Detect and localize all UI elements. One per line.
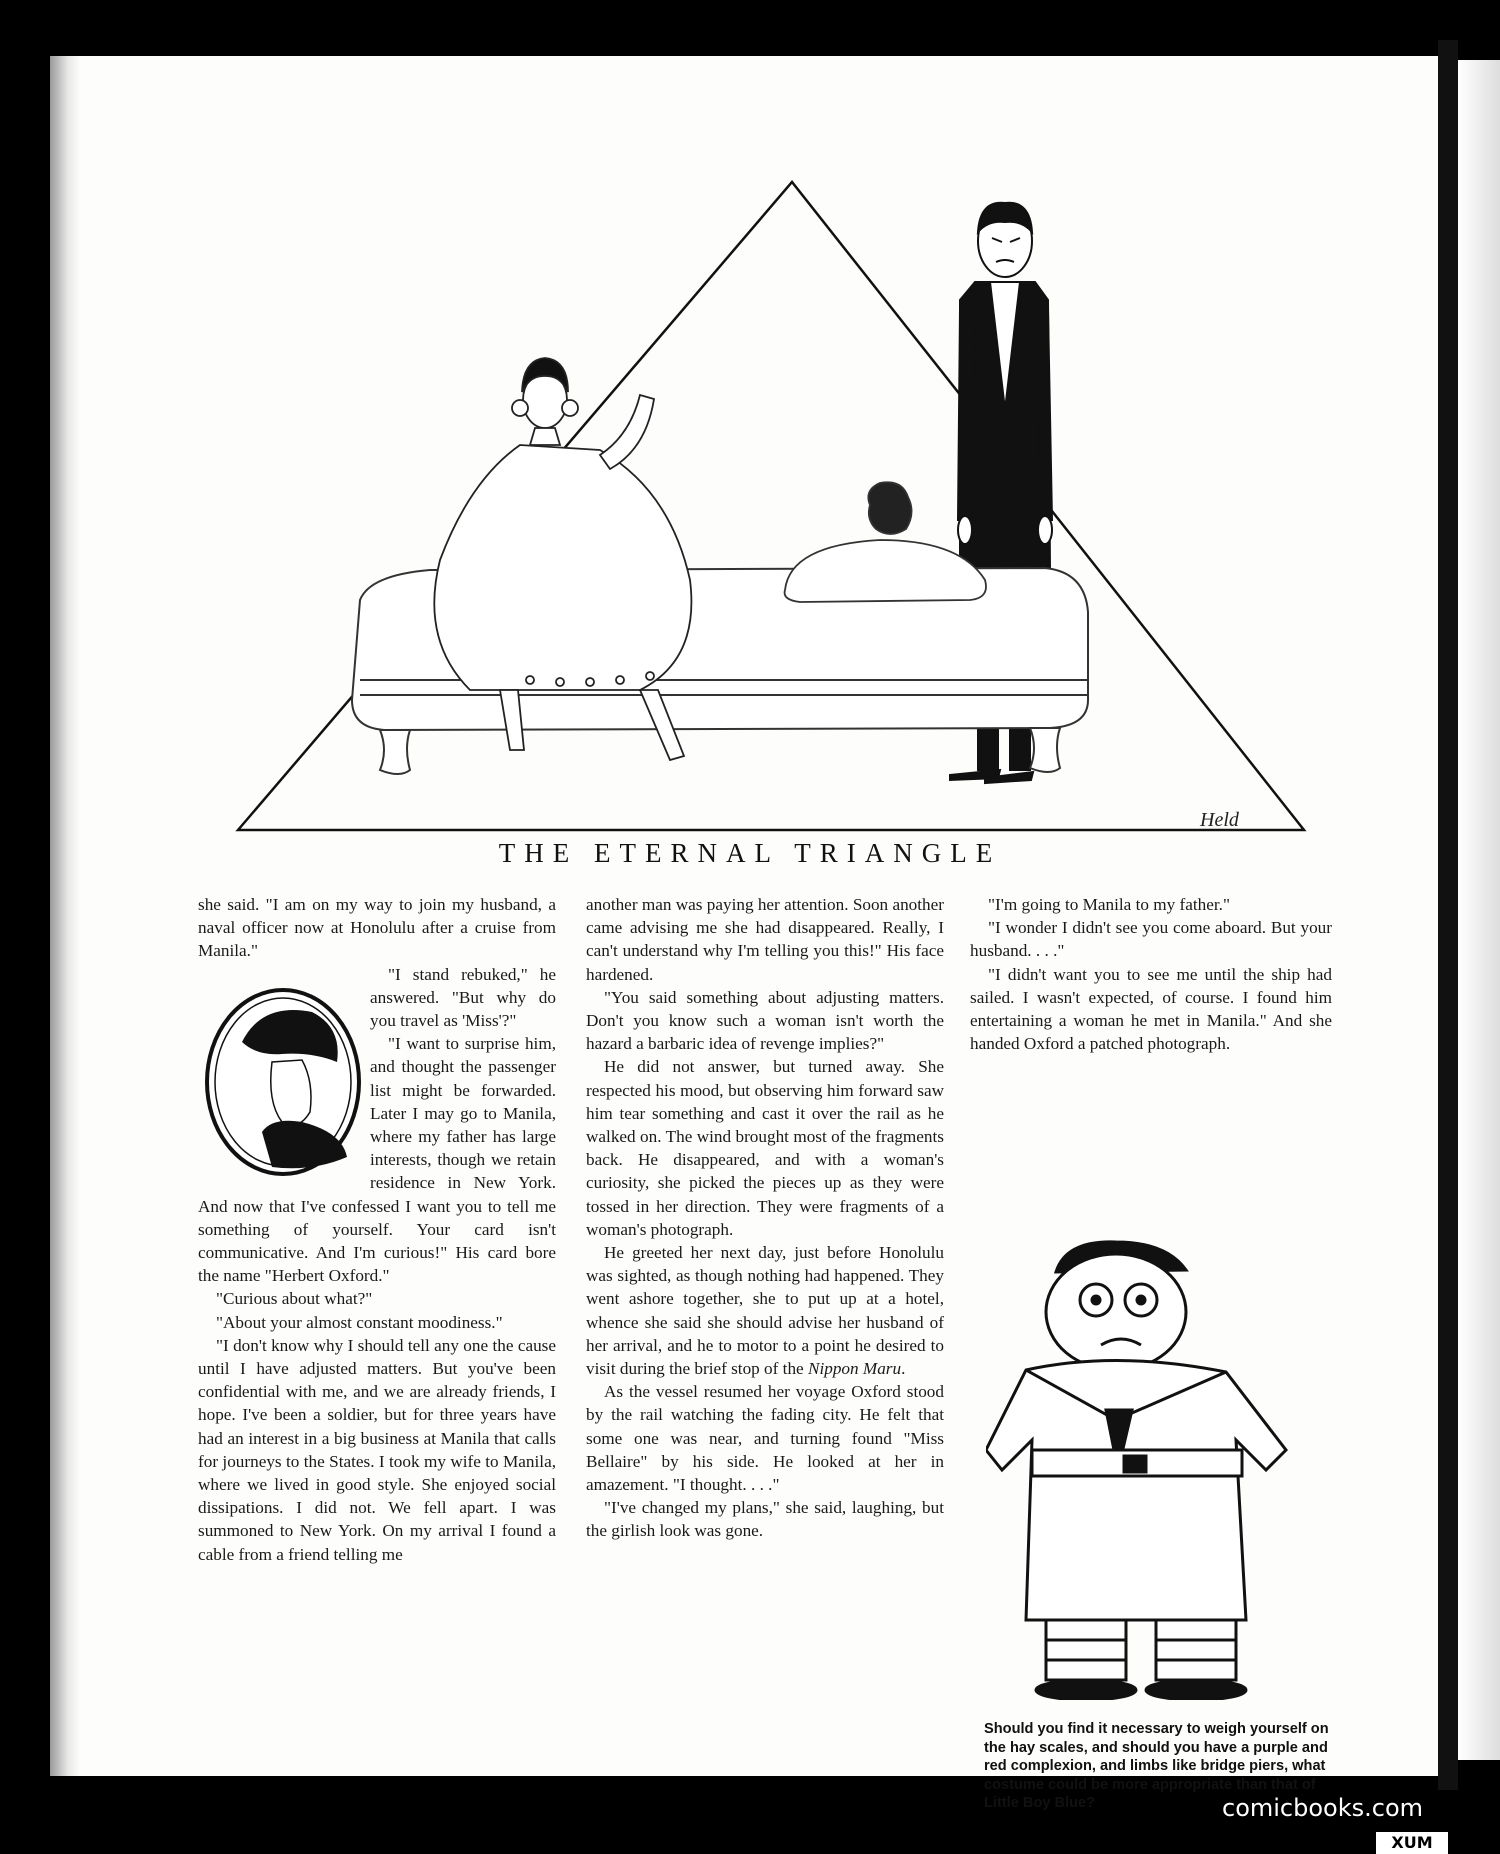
paragraph: she said. "I am on my way to join my husband, a naval officer now at Honolulu after a cruise from Manila." (198, 895, 556, 961)
paragraph (586, 1241, 944, 1380)
illustration-caption: THE ETERNAL TRIANGLE (498, 838, 1002, 868)
text-column-right (970, 893, 1332, 1055)
woman-cameo-portrait (202, 982, 364, 1182)
paragraph: another man was paying her attention. Soon another came advising me she had disappeared. Really, I can't understand why I'm telling you this!" His face hardened. (586, 895, 944, 984)
paragraph: "I stand rebuked," he answered. "But why do you travel as 'Miss'?" (370, 964, 556, 1031)
page-edge (1438, 40, 1458, 1790)
paragraph: "I didn't want you to see me until the ship had sailed. I wasn't expected, of course. I found him entertaining a woman he met in Manila." And she handed Oxford a patched photograph. (970, 964, 1332, 1054)
text-run: He greeted her next day, just before Honolulu was sighted, as though nothing had happened. They went ashore together, she to put up at a hotel, whence she said she should advise her husband of her arrival, and he to motor to a point he desired to visit during the brief stop of the (586, 1243, 944, 1379)
paragraph: "About your almost constant moodiness." (216, 1312, 503, 1332)
paragraph: "I don't know why I should tell any one the cause until I have adjusted matters. But you've been confidential with me, and we are already friends, I hope. I've been a soldier, but for three years have had an interest in a big business at Manila that calls for journeys to the States. I took my wife to Manila, where we lived in good style. She enjoyed social dissipations. I did not. We fell apart. I was summoned to New York. On my arrival I found a cable from a friend telling me (198, 1335, 556, 1564)
paragraph: As the vessel resumed her voyage Oxford stood by the rail watching the fading city. He felt that some one was near, and turning found "Miss Bellaire" by his side. He looked at her in amazement. "I thought. . . ." (586, 1382, 944, 1495)
little-boy-blue-illustration (986, 1200, 1332, 1700)
site-watermark: comicbooks.com (1222, 1794, 1424, 1822)
artist-signature: Held (1200, 809, 1239, 831)
page-gutter-shadow (50, 56, 80, 1776)
ship-name: Nippon Maru (807, 1359, 902, 1379)
watermark-badge: XUM (1376, 1832, 1448, 1854)
paragraph: "Curious about what?" (216, 1289, 373, 1309)
text-column-middle (586, 893, 944, 1543)
paragraph: "I've changed my plans," she said, laughing, but the girlish look was gone. (586, 1498, 944, 1541)
paragraph: "I'm going to Manila to my father." (988, 895, 1230, 914)
text-run: . (901, 1359, 906, 1379)
sailor-caption: Should you find it necessary to weigh yourself on the hay scales, and should you have a purple and red complexion, and limbs like bridge piers, what costume could be more appropriate than that of Little Boy Blue? (984, 1721, 1329, 1811)
paragraph: "I want to surprise him, and thought the passenger list might be forwarded. Later I may go to Manila, where my father has large interests, though we retain residence in New York. And now that I've confessed I want you to tell me something of yourself. Your card isn't communicative. And I'm curious!" His card bore the name "Herbert Oxford." (198, 1034, 556, 1286)
paragraph: He did not answer, but turned away. She respected his mood, but observing him forward saw him tear something and cast it over the rail as he walked on. The wind brought most of the fragments back. He disappeared, and with a woman's curiosity, she picked the pieces up as they were tossed in her direction. They were fragments of a woman's photograph. (586, 1057, 944, 1239)
next-page-sliver (1458, 60, 1500, 1760)
paragraph: "You said something about adjusting matters. Don't you know such a woman isn't worth the hazard a barbaric idea of revenge implies?" (586, 987, 944, 1054)
paragraph: "I wonder I didn't see you come aboard. But your husband. . . ." (970, 918, 1332, 961)
